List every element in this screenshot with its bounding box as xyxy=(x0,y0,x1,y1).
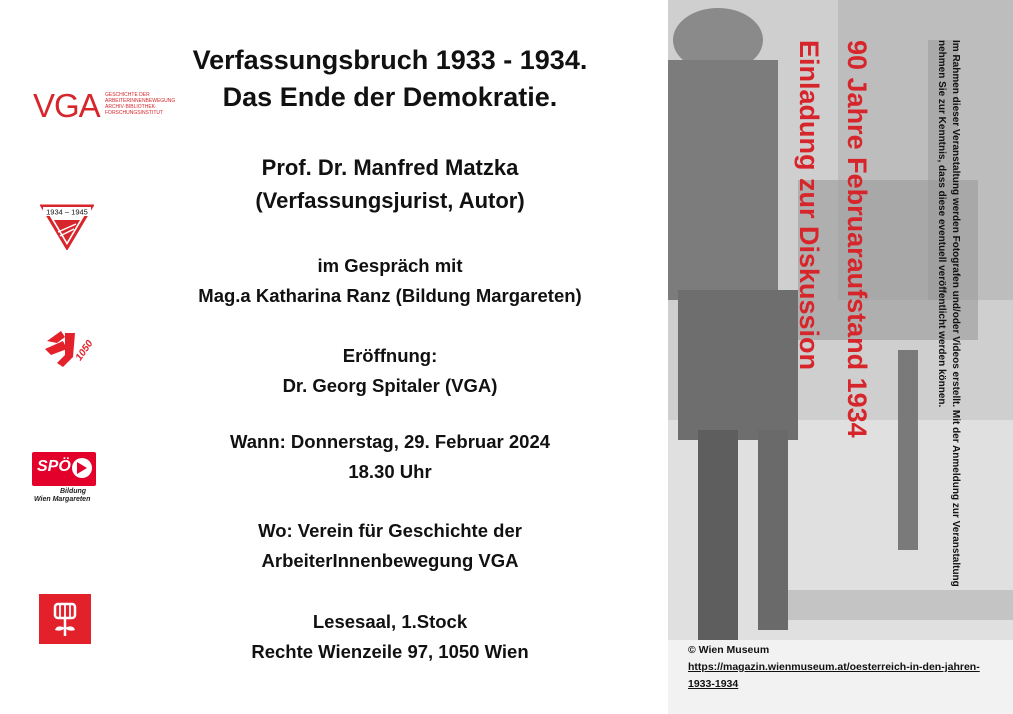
spo-bildung-logo xyxy=(32,452,100,504)
event-time: 18.30 Uhr xyxy=(348,461,432,482)
fist-1050-logo xyxy=(43,327,99,369)
venue-line-1: Wo: Verein für Geschichte der xyxy=(258,520,522,541)
event-date: Wann: Donnerstag, 29. Februar 2024 xyxy=(229,431,551,452)
forward-arrow-icon xyxy=(72,458,92,478)
dialog-intro: im Gespräch mit xyxy=(317,255,463,276)
event-title xyxy=(110,42,670,116)
headline-anniversary: 90 Jahre Februaraufstand 1934 xyxy=(842,40,872,438)
fist-number: 1050 xyxy=(73,338,96,363)
triangle-badge-icon xyxy=(40,202,94,250)
opening-label: Eröffnung: xyxy=(342,345,438,366)
speaker-role: (Verfassungsjurist, Autor) xyxy=(255,188,525,213)
photo-credit xyxy=(688,642,988,693)
venue-address: Rechte Wienzeile 97, 1050 Wien xyxy=(251,641,529,662)
spo-subtitle-district: Wien Margareten xyxy=(34,496,91,503)
speaker-name: Prof. Dr. Manfred Matzka xyxy=(261,155,519,180)
speaker-block xyxy=(110,151,670,217)
where-block xyxy=(110,516,670,576)
triangle-years: 1934 – 1945 xyxy=(46,207,88,217)
dialog-block xyxy=(110,251,670,311)
fist-rose-icon xyxy=(39,594,91,644)
source-link[interactable]: https://magazin.wienmuseum.at/oesterreich-in-den-jahren-1933-1934 xyxy=(688,661,980,690)
vga-logo-subtext: GESCHICHTE DER ARBEITERINNENBEWEGUNG ARCHIV·BIBLIOTHEK· FORSCHUNGSINSTITUT xyxy=(105,92,176,116)
dialog-partner: Mag.a Katharina Ranz (Bildung Margareten) xyxy=(198,285,582,306)
title-line-1: Verfassungsbruch 1933 - 1934. xyxy=(192,45,588,75)
venue-room: Lesesaal, 1.Stock xyxy=(312,611,468,632)
location-block xyxy=(110,607,670,667)
headline-invitation: Einladung zur Diskussion xyxy=(794,40,824,371)
venue-line-2: ArbeiterInnenbewegung VGA xyxy=(261,550,519,571)
spo-text: SPÖ xyxy=(37,458,71,475)
opening-block xyxy=(110,341,670,401)
fist-icon xyxy=(43,327,99,369)
when-block xyxy=(110,427,670,487)
opening-person: Dr. Georg Spitaler (VGA) xyxy=(282,375,498,396)
spo-subtitle-bildung: Bildung xyxy=(60,488,87,495)
title-line-2: Das Ende der Demokratie. xyxy=(222,82,558,112)
vga-logo-text: VGA xyxy=(33,87,100,124)
copyright-text: © Wien Museum xyxy=(688,644,770,656)
photo-disclaimer: Im Rahmen dieser Veranstaltung werden Fotografen und/oder Videos erstellt. Mit der Anmeldung zur Veranstaltung nehmen Sie zur Kenntnis, dass diese eventuell veröffentlicht werden können. xyxy=(936,40,961,587)
triangle-logo xyxy=(40,202,94,250)
fist-rose-logo xyxy=(39,594,91,644)
